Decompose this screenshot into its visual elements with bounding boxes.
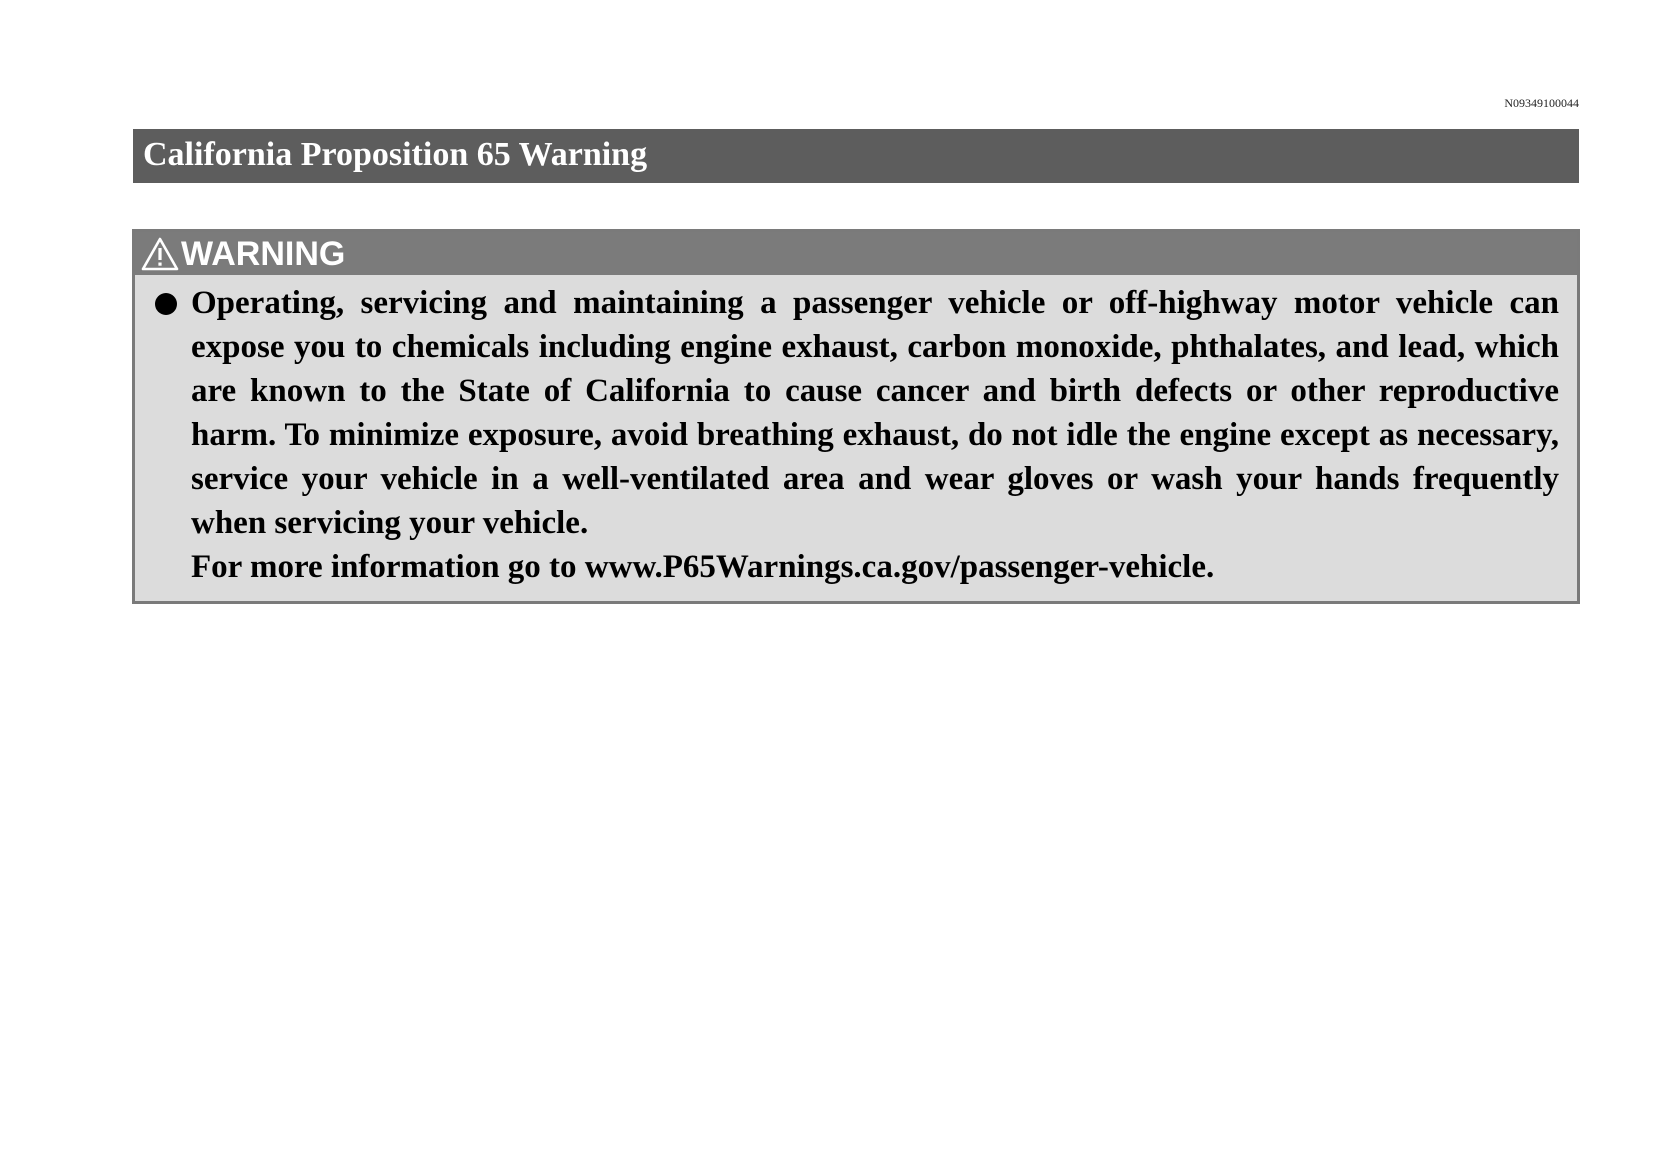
warning-label: WARNING	[181, 234, 346, 273]
warning-box	[132, 229, 1580, 604]
bullet-icon	[155, 293, 177, 315]
more-info-text: For more information go to www.P65Warnings.ca.gov/passenger-vehicle.	[191, 549, 1215, 585]
section-title: California Proposition 65 Warning	[133, 129, 1579, 183]
warning-text: Operating, servicing and maintaining a passenger vehicle or off-highway motor vehicle can expose you to chemicals including engine exhaust, carbon monoxide, phthalates, and lead, which are known to the State of California to cause cancer and birth defects or other reproductive harm. To minimize exposure, avoid breathing exhaust, do not idle the engine except as necessary, service your vehicle in a well-ventilated area and wear gloves or wash your hands frequently when servicing your vehicle.	[191, 285, 1559, 541]
warning-body	[135, 275, 1577, 589]
warning-header	[135, 232, 1577, 275]
document-id: N09349100044	[1504, 96, 1579, 110]
warning-triangle-icon	[141, 237, 181, 271]
